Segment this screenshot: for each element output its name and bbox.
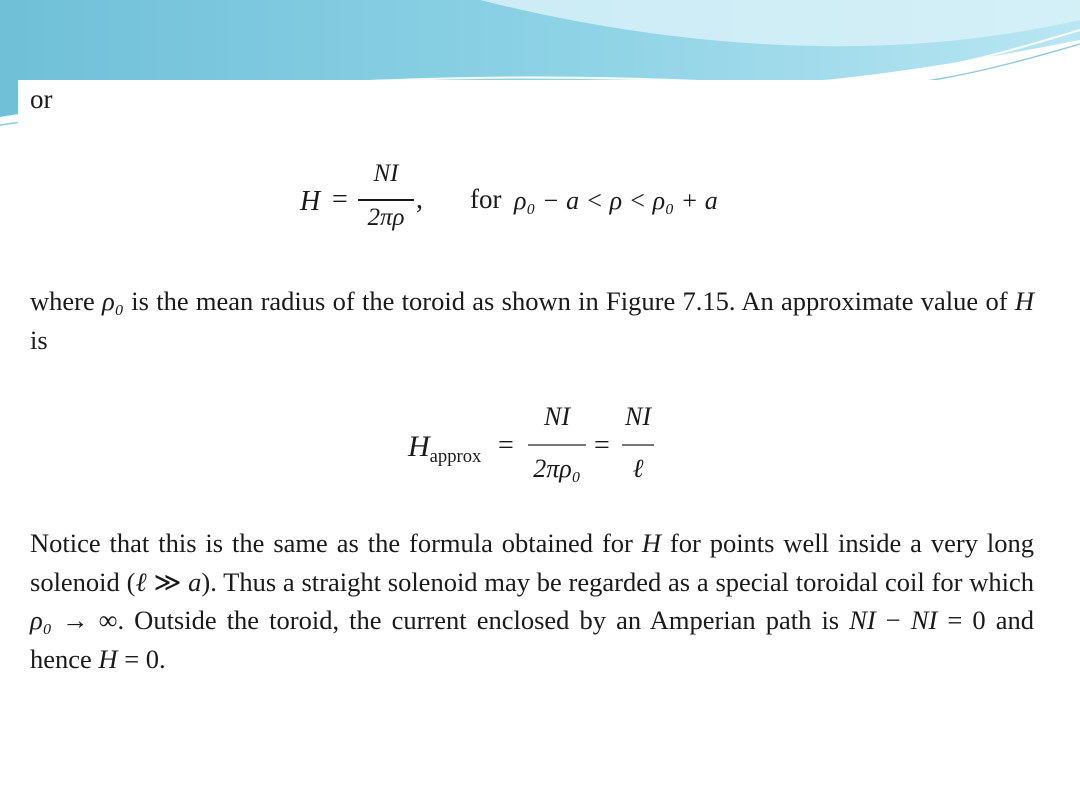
eq2-frac2-denominator: ℓ (632, 454, 644, 483)
para2-a: a (188, 566, 202, 597)
eq1-fraction-bar (358, 199, 414, 201)
para1-text-1: where (30, 286, 103, 316)
eq1-comma: , (416, 184, 423, 215)
eq2-lhs-main: H (408, 430, 430, 463)
eq2-lhs-sub: approx (429, 445, 482, 467)
eq1-condition-for: for (470, 184, 502, 214)
intro-word: or (30, 84, 53, 114)
para2-ell: ℓ (135, 566, 147, 597)
para2-ni-1: NI (849, 605, 876, 636)
para2-ni-2: NI (910, 605, 938, 636)
eq1-lhs: H (300, 186, 321, 217)
eq1-equals: = (332, 184, 348, 215)
para2-text-3: ). Thus a straight solenoid may be regarded as a special toroidal coil for which (201, 566, 1035, 597)
eq2-frac1-numerator: NI (544, 402, 570, 431)
para2-minus: − (875, 605, 911, 636)
paragraph-mean-radius (30, 282, 1034, 359)
eq2-equals-2: = (594, 430, 610, 461)
eq2-frac1-denominator: 2πρ₀ (533, 454, 581, 483)
eq2-lhs (408, 430, 482, 467)
para2-text-1: Notice that this is the same as the formula obtained for (30, 528, 642, 558)
eq2-equals-1: = (498, 430, 514, 461)
para2-rho0: ρ₀ (30, 605, 52, 636)
eq1-numerator: NI (373, 160, 399, 187)
eq1-denominator: 2πρ (367, 204, 405, 231)
paragraph-solenoid-notice (30, 524, 1034, 679)
para2-text-2: for points well inside a very long solenoid ( (30, 528, 1034, 597)
eq2-frac2-bar (622, 444, 654, 446)
para1-text-2: is the mean radius of the toroid as shown in Figure 7.15. An approximate value of (123, 286, 1015, 316)
eq2-frac1-bar (528, 444, 586, 446)
para2-gg: ≫ (146, 566, 189, 597)
para1-rho0: ρ₀ (102, 286, 124, 316)
scanned-page (18, 80, 1062, 702)
eq1-condition: ρ₀ − a < ρ < ρ₀ + a (514, 186, 718, 215)
para1-text-3: is (30, 324, 48, 355)
para2-text-4: → ∞. Outside the toroid, the current enclosed by an Amperian path is (51, 605, 850, 636)
para2-text-6: = 0. (117, 644, 166, 675)
para2-h-symbol-2: H (98, 644, 118, 675)
para1-h-symbol: H (1014, 286, 1034, 316)
para2-text-5: = 0 and hence (30, 605, 1034, 675)
para2-h-symbol-1: H (641, 528, 661, 558)
eq2-frac2-numerator: NI (625, 402, 651, 431)
